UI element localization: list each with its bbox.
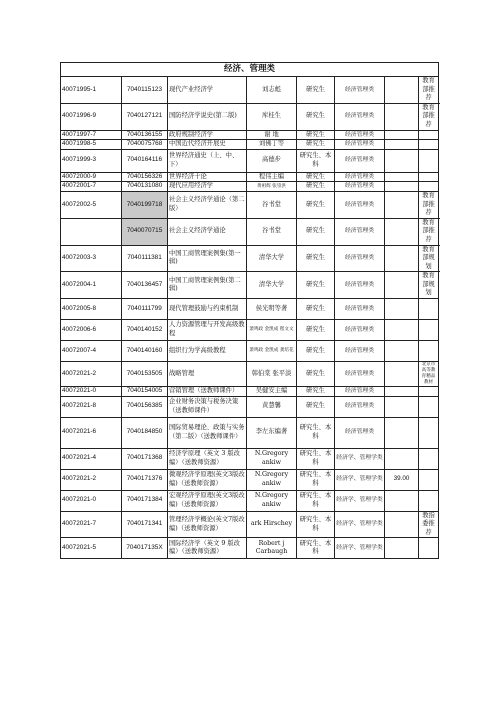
level-cell: 研究生	[297, 218, 335, 245]
note-cell: 教育部推荐	[419, 103, 439, 130]
category-cell: 经济管理类	[335, 182, 385, 192]
note-cell: 教育部推荐	[419, 77, 439, 104]
book-title-cell: 中国近代经济开展史	[168, 140, 247, 150]
level-cell: 研究生、本科	[297, 469, 335, 490]
book-title-cell: 管理经济学概论(英文7版改编)（送教师资源）	[168, 511, 247, 538]
isbn-cell: 7040111381	[122, 245, 168, 272]
category-cell: 经济管理类	[335, 191, 385, 218]
book-title-cell: 宏观经济学原理(英文3版改编)（送教师资源）	[168, 490, 247, 511]
book-title-cell: 微观经济学原理(英文3版改编)（送教师资源）	[168, 469, 247, 490]
isbn-cell: 7040140160	[122, 341, 168, 362]
note-cell	[419, 140, 439, 150]
isbn-cell: 7040115123	[122, 77, 168, 104]
level-cell: 研究生	[297, 191, 335, 218]
note-cell	[419, 172, 439, 182]
book-code-cell: 40071996-9	[61, 103, 122, 130]
book-code-cell: 40072004-1	[61, 272, 122, 299]
note-cell	[419, 341, 439, 362]
price-cell	[385, 448, 419, 469]
level-cell: 研究生	[297, 130, 335, 140]
table-row	[61, 140, 439, 150]
level-cell: 研究生	[297, 77, 335, 104]
isbn-cell: 7040171384	[122, 490, 168, 511]
level-cell: 研究生	[297, 172, 335, 182]
author-cell: N.Gregory ankiw	[247, 490, 297, 511]
level-cell: 研究生	[297, 140, 335, 150]
book-title-cell: 国际贸易理论、政策与实务（第二版）（送教师课件）	[168, 417, 247, 448]
book-title-cell: 中国工商管理案例集(第一辑)	[168, 245, 247, 272]
book-title-cell: 企业财务决策与税务决策（送教师课件）	[168, 396, 247, 417]
author-cell: 黄慧馨	[247, 396, 297, 417]
note-cell	[419, 448, 439, 469]
author-cell: N.Gregory ankiw	[247, 448, 297, 469]
level-cell: 研究生	[297, 362, 335, 387]
note-cell	[419, 417, 439, 448]
isbn-cell: 7040184850	[122, 417, 168, 448]
table-row	[61, 172, 439, 182]
book-code-cell: 40072001-7	[61, 182, 122, 192]
price-cell	[385, 172, 419, 182]
author-cell: 刘志彪	[247, 77, 297, 104]
note-cell	[419, 299, 439, 320]
isbn-cell: 7040131080	[122, 182, 168, 192]
table-row	[61, 245, 439, 272]
isbn-cell: 7040171341	[122, 511, 168, 538]
note-cell: 教指委推荐	[419, 511, 439, 538]
isbn-cell: 7040111799	[122, 299, 168, 320]
note-cell	[419, 538, 439, 559]
level-cell: 研究生	[297, 103, 335, 130]
isbn-cell: 7040154005	[122, 387, 168, 397]
price-cell	[385, 272, 419, 299]
level-cell: 研究生、本科	[297, 511, 335, 538]
author-cell: 清华大学	[247, 245, 297, 272]
book-title-cell: 现代管理鼓励与约束机制	[168, 299, 247, 320]
author-cell: 韩伯棠 张平淡	[247, 362, 297, 387]
header-row	[61, 63, 439, 77]
category-cell: 经济管理类	[335, 130, 385, 140]
price-cell	[385, 417, 419, 448]
level-cell: 研究生	[297, 387, 335, 397]
category-cell: 经济管理类	[335, 396, 385, 417]
book-code-cell: 40072021-0	[61, 490, 122, 511]
note-cell	[419, 182, 439, 192]
table-row	[61, 149, 439, 172]
book-title-cell: 现代产业经济学	[168, 77, 247, 104]
book-code-cell: 40071997-7	[61, 130, 122, 140]
note-cell	[419, 387, 439, 397]
level-cell: 研究生、本科	[297, 448, 335, 469]
book-code-cell: 40071995-1	[61, 77, 122, 104]
table-row	[61, 299, 439, 320]
table-row	[61, 130, 439, 140]
price-cell	[385, 299, 419, 320]
author-cell: ark Hirschey	[247, 511, 297, 538]
table-row	[61, 396, 439, 417]
author-cell: Robert j Carbaugh	[247, 538, 297, 559]
isbn-cell: 7040136457	[122, 272, 168, 299]
book-code-cell: 40072007-4	[61, 341, 122, 362]
book-code-cell: 40072003-3	[61, 245, 122, 272]
isbn-cell: 7040171376	[122, 469, 168, 490]
book-code-cell: 40072021-2	[61, 362, 122, 387]
price-cell	[385, 191, 419, 218]
author-cell: 清华大学	[247, 272, 297, 299]
book-code-cell: 40072005-8	[61, 299, 122, 320]
book-title-cell: 国际经济学（英文 9 版改编）（送教师资源）	[168, 538, 247, 559]
book-title-cell: 经济学原理（英文 3 版改编）（送教师资源）	[168, 448, 247, 469]
price-cell	[385, 130, 419, 140]
table-row	[61, 218, 439, 245]
author-cell: 李左东编著	[247, 417, 297, 448]
price-cell	[385, 182, 419, 192]
author-cell: 谷书堂	[247, 218, 297, 245]
note-cell: 教育部推荐	[419, 191, 439, 218]
price-cell	[385, 341, 419, 362]
category-cell: 经济管理类	[335, 272, 385, 299]
category-cell: 经济管理类	[335, 172, 385, 182]
book-code-cell: 40072021-7	[61, 511, 122, 538]
table-row	[61, 362, 439, 387]
author-cell: 萧鸣政 金凯成 程文文	[247, 320, 297, 341]
category-cell: 经济管理类	[335, 218, 385, 245]
isbn-cell: 704017135X	[122, 538, 168, 559]
isbn-cell: 7040136155	[122, 130, 168, 140]
note-cell	[419, 490, 439, 511]
table-row	[61, 182, 439, 192]
level-cell: 研究生	[297, 320, 335, 341]
table-row	[61, 103, 439, 130]
category-cell: 经济学、管理学类	[335, 511, 385, 538]
category-cell: 经济管理类	[335, 149, 385, 172]
level-cell: 研究生	[297, 299, 335, 320]
book-title-cell: 世界经济十论	[168, 172, 247, 182]
note-cell: 北京市高等教育精品教材	[419, 362, 439, 387]
level-cell: 研究生、本科	[297, 538, 335, 559]
level-cell: 研究生	[297, 396, 335, 417]
note-cell: 教育部推荐	[419, 218, 439, 245]
book-title-cell: 国防经济学说史(第二版)	[168, 103, 247, 130]
isbn-cell: 7040156326	[122, 172, 168, 182]
book-title-cell: 战略管理	[168, 362, 247, 387]
category-cell: 经济学、管理学类	[335, 448, 385, 469]
book-title-cell: 世界经济通史（上、中、下）	[168, 149, 247, 172]
isbn-cell: 7040156385	[122, 396, 168, 417]
author-cell: 高德步	[247, 149, 297, 172]
category-cell: 经济管理类	[335, 103, 385, 130]
book-code-cell: 40072021-5	[61, 538, 122, 559]
price-cell	[385, 387, 419, 397]
author-cell: 刘佛丁等	[247, 140, 297, 150]
price-cell	[385, 245, 419, 272]
note-cell	[419, 130, 439, 140]
table-row	[61, 272, 439, 299]
price-cell	[385, 362, 419, 387]
author-cell: 黄祖辉 张崇洪	[247, 182, 297, 192]
isbn-cell: 7040070715	[122, 218, 168, 245]
level-cell: 研究生、本科	[297, 417, 335, 448]
book-title-cell: 营销管理（送教师课件）	[168, 387, 247, 397]
note-cell	[419, 320, 439, 341]
level-cell: 研究生	[297, 341, 335, 362]
price-cell	[385, 103, 419, 130]
category-cell: 经济管理类	[335, 320, 385, 341]
category-cell: 经济管理类	[335, 341, 385, 362]
book-title-cell: 社会主义经济学通论（第二版）	[168, 191, 247, 218]
isbn-cell: 7040171368	[122, 448, 168, 469]
price-cell	[385, 396, 419, 417]
price-cell	[385, 149, 419, 172]
note-cell	[419, 469, 439, 490]
category-cell: 经济管理类	[335, 245, 385, 272]
category-cell: 经济管理类	[335, 140, 385, 150]
book-title-cell: 政府规制经济学	[168, 130, 247, 140]
book-code-cell	[61, 218, 122, 245]
author-cell: 萧鸣政 金凯成 龚培花	[247, 341, 297, 362]
book-code-cell: 40072021-4	[61, 448, 122, 469]
book-code-cell: 40072021-2	[61, 469, 122, 490]
category-cell: 经济管理类	[335, 387, 385, 397]
table-row	[61, 469, 439, 490]
table-row	[61, 538, 439, 559]
category-cell: 经济学、管理学类	[335, 490, 385, 511]
category-cell: 经济管理类	[335, 417, 385, 448]
book-code-cell: 40072002-5	[61, 191, 122, 218]
book-title-cell: 组织行为学高级教程	[168, 341, 247, 362]
category-cell: 经济管理类	[335, 299, 385, 320]
catalog-sheet	[60, 62, 438, 559]
author-cell: 库桂生	[247, 103, 297, 130]
book-code-cell: 40072021-6	[61, 417, 122, 448]
book-title-cell: 人力资源管理与开发高级教程	[168, 320, 247, 341]
table-row	[61, 511, 439, 538]
category-cell: 经济管理类	[335, 77, 385, 104]
note-cell	[419, 396, 439, 417]
author-cell: 程伟主编	[247, 172, 297, 182]
table-row	[61, 387, 439, 397]
isbn-cell: 7040140152	[122, 320, 168, 341]
level-cell: 研究生、本科	[297, 149, 335, 172]
price-cell	[385, 77, 419, 104]
category-cell: 经济学、管理学类	[335, 538, 385, 559]
book-code-cell: 40071998-5	[61, 140, 122, 150]
book-code-cell: 40072000-9	[61, 172, 122, 182]
table-row	[61, 77, 439, 104]
note-cell: 教育部规划	[419, 245, 439, 272]
author-cell: 吴健安主编	[247, 387, 297, 397]
catalog-table	[60, 62, 439, 559]
table-row	[61, 191, 439, 218]
level-cell: 研究生	[297, 182, 335, 192]
isbn-cell: 7040153505	[122, 362, 168, 387]
price-cell	[385, 218, 419, 245]
book-code-cell: 40072006-6	[61, 320, 122, 341]
book-code-cell: 40072021-0	[61, 387, 122, 397]
isbn-cell: 7040127121	[122, 103, 168, 130]
book-title-cell: 现代应用经济学	[168, 182, 247, 192]
price-cell	[385, 320, 419, 341]
table-row	[61, 448, 439, 469]
author-cell: N.Gregory ankiw	[247, 469, 297, 490]
level-cell: 研究生	[297, 245, 335, 272]
level-cell: 研究生	[297, 272, 335, 299]
book-title-cell: 中国工商管理案例集(第二辑)	[168, 272, 247, 299]
isbn-cell: 7040164116	[122, 149, 168, 172]
book-title-cell: 社会主义经济学通论	[168, 218, 247, 245]
author-cell: 谷书堂	[247, 191, 297, 218]
price-cell	[385, 140, 419, 150]
price-cell	[385, 538, 419, 559]
book-code-cell: 40071999-3	[61, 149, 122, 172]
note-cell	[419, 149, 439, 172]
price-cell	[385, 490, 419, 511]
table-row	[61, 417, 439, 448]
isbn-cell: 7040075768	[122, 140, 168, 150]
author-cell: 谢 地	[247, 130, 297, 140]
section-title: 经济、管理类	[61, 63, 439, 77]
level-cell: 研究生、本科	[297, 490, 335, 511]
category-cell: 经济学、管理学类	[335, 469, 385, 490]
isbn-cell: 7040199718	[122, 191, 168, 218]
category-cell: 经济管理类	[335, 362, 385, 387]
price-cell	[385, 511, 419, 538]
price-cell: 39.00	[385, 469, 419, 490]
table-row	[61, 341, 439, 362]
table-row	[61, 490, 439, 511]
table-row	[61, 320, 439, 341]
author-cell: 侯光明等著	[247, 299, 297, 320]
note-cell: 教育部规划	[419, 272, 439, 299]
book-code-cell: 40072021-8	[61, 396, 122, 417]
